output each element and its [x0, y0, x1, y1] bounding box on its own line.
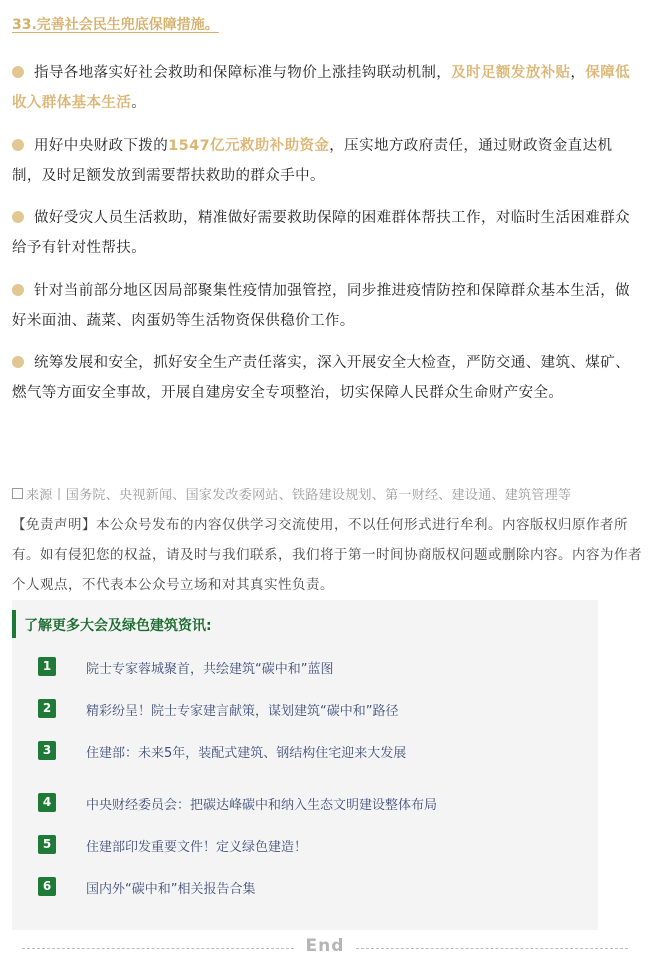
highlight-text: 保障低收入群体基本生活 — [12, 65, 631, 111]
bullet-paragraph — [12, 131, 638, 191]
highlight-text: 及时足额发放补贴 — [451, 65, 571, 81]
end-divider — [22, 936, 628, 960]
article-link-text[interactable]: 院士专家蓉城聚首，共绘建筑“碳中和”蓝图 — [86, 662, 334, 677]
bullet-text: 用好中央财政下拨的 — [34, 138, 169, 154]
bullet-dot-icon — [12, 211, 24, 223]
article-link-text[interactable]: 住建部印发重要文件！定义绿色建造！ — [86, 840, 308, 855]
bullet-dot-icon — [12, 139, 24, 151]
bullet-text: 。 — [131, 95, 147, 111]
item-number-badge: 5 — [38, 835, 56, 854]
bullet-text: 做好受灾人员生活救助，精准做好需要救助保障的困难群体帮扶工作，对临时生活困难群众给予有针对性帮扶。 — [12, 210, 630, 256]
bullet-paragraph — [12, 348, 638, 408]
bullet-text: 指导各地落实好社会救助和保障标准与物价上涨挂钩联动机制， — [34, 65, 452, 81]
end-label: End — [305, 936, 345, 956]
bullet-paragraph — [12, 203, 638, 263]
related-articles-panel — [12, 600, 598, 930]
bullet-text: 统筹发展和安全，抓好安全生产责任落实，深入开展安全大检查，严防交通、建筑、煤矿、燃气等方面安全事故，开展自建房安全专项整治，切实保障人民群众生命财产安全。 — [12, 355, 630, 401]
panel-accent-bar — [12, 610, 16, 638]
bullet-text: 针对当前部分地区因局部聚集性疫情加强管控，同步推进疫情防控和保障群众基本生活，做好米面油、蔬菜、肉蛋奶等生活物资保供稳价工作。 — [12, 283, 630, 329]
item-number-badge: 6 — [38, 877, 56, 896]
article-link-text[interactable]: 精彩纷呈！院士专家建言献策，谋划建筑“碳中和”路径 — [86, 704, 399, 719]
section-heading: 33.完善社会民生兜底保障措施。 — [12, 17, 219, 33]
bullet-text: ， — [570, 65, 586, 81]
item-number-badge: 4 — [38, 793, 56, 812]
item-number-badge: 1 — [38, 657, 56, 676]
bullet-paragraph — [12, 276, 638, 336]
source-line — [12, 484, 642, 503]
bullet-dot-icon — [12, 356, 24, 368]
source-text: 来源丨国务院、央视新闻、国家发改委网站、铁路建设规划、第一财经、建设通、建筑管理等 — [26, 488, 572, 503]
article-link-text[interactable]: 中央财经委员会：把碳达峰碳中和纳入生态文明建设整体布局 — [86, 798, 438, 813]
checkbox-icon — [12, 488, 23, 499]
disclaimer: 【免责声明】本公众号发布的内容仅供学习交流使用，不以任何形式进行牟利。内容版权归原作者所有。如有侵犯您的权益，请及时与我们联系，我们将于第一时间协商版权问题或删除内容。内容为作者个人观点，不代表本公众号立场和对其真实性负责。 — [12, 517, 642, 593]
panel-title: 了解更多大会及绿色建筑资讯: — [24, 618, 212, 634]
bullet-dot-icon — [12, 66, 24, 78]
bullet-text: ，压实地方政府责任，通过财政资金直达机制，及时足额发放到需要帮扶救助的群众手中。 — [12, 138, 613, 184]
bullet-dot-icon — [12, 284, 24, 296]
highlight-text: 1547亿元救助补助资金 — [168, 138, 330, 154]
bullet-paragraph — [12, 58, 638, 118]
article-link-text[interactable]: 住建部：未来5年，装配式建筑、钢结构住宅迎来大发展 — [86, 746, 407, 761]
divider-line-left — [22, 948, 294, 949]
item-number-badge: 3 — [38, 741, 56, 760]
item-number-badge: 2 — [38, 699, 56, 718]
article-link-text[interactable]: 国内外“碳中和”相关报告合集 — [86, 882, 256, 897]
divider-line-right — [356, 948, 628, 949]
